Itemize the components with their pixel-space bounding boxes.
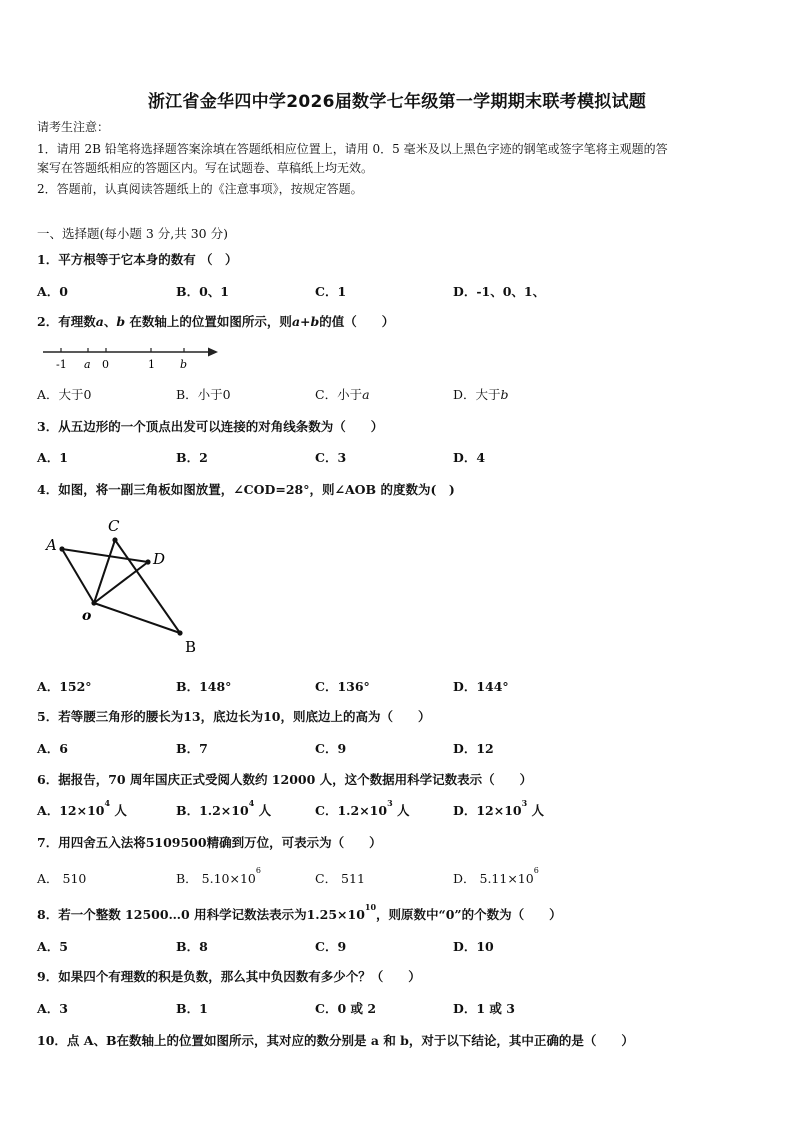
q7-option-a: A． 510 bbox=[37, 871, 87, 886]
label-a: a bbox=[84, 358, 91, 371]
q2-var-a: a bbox=[95, 314, 104, 329]
q5-option-b: B．7 bbox=[176, 741, 208, 756]
question-7-stem: 7．用四舍五入法将5109500精确到万位，可表示为（ ） bbox=[37, 835, 382, 850]
point-O bbox=[91, 600, 96, 605]
q7-option-c: C． 511 bbox=[315, 871, 365, 886]
question-10-stem: 10．点 A、B在数轴上的位置如图所示，其对应的数分别是 a 和 b，对于以下结论，其中正确的是（ ） bbox=[37, 1033, 634, 1048]
question-3-stem: 3．从五边形的一个顶点出发可以连接的对角线条数为（ ） bbox=[37, 419, 384, 434]
question-5-stem: 5．若等腰三角形的腰长为13，底边长为10，则底边上的高为（ ） bbox=[37, 709, 431, 724]
q9-option-b: B．1 bbox=[176, 1001, 208, 1016]
q1-option-b: B．0、1 bbox=[176, 284, 229, 299]
point-B bbox=[177, 630, 182, 635]
q7-option-b: B． $5.10\times 10^6$ bbox=[176, 866, 261, 886]
notice-line-1b: 案写在答题纸相应的答题区内。写在试题卷、草稿纸上均无效。 bbox=[37, 161, 374, 175]
label-D: D bbox=[153, 550, 166, 568]
q1-option-a: A．0 bbox=[37, 284, 68, 299]
q9-option-d: D．1 或 3 bbox=[453, 1001, 515, 1016]
segment-OB bbox=[94, 603, 180, 633]
point-A bbox=[59, 546, 64, 551]
q6-option-a: A．$12\times 10^4$ 人 bbox=[37, 798, 127, 818]
point-D bbox=[145, 559, 150, 564]
q4-option-c: C．136° bbox=[315, 679, 370, 694]
q4-geometry-figure bbox=[40, 512, 210, 658]
question-1-stem: 1．平方根等于它本身的数有 （ ） bbox=[37, 252, 238, 267]
question-6-stem: 6．据报告，70 周年国庆正式受阅人数约 12000 人，这个数据用科学记数表示（ ） bbox=[37, 772, 533, 787]
q4-option-d: D．144° bbox=[453, 679, 509, 694]
q2-option-a: A．大于0 bbox=[37, 387, 92, 402]
q3-option-a: A．1 bbox=[37, 450, 68, 465]
segment-AD bbox=[62, 549, 148, 562]
q9-option-c: C．0 或 2 bbox=[315, 1001, 377, 1016]
q3-option-b: B．2 bbox=[176, 450, 208, 465]
question-2-stem bbox=[37, 312, 394, 330]
q8-option-b: B．8 bbox=[176, 939, 208, 954]
q3-option-d: D．4 bbox=[453, 450, 486, 465]
label-O: o bbox=[82, 608, 92, 624]
q2-stem-c: 的值（ ） bbox=[319, 314, 395, 329]
q1-option-c: C．1 bbox=[315, 284, 347, 299]
q8-option-c: C．9 bbox=[315, 939, 347, 954]
page-title: 浙江省金华四中学2026届数学七年级第一学期期末联考模拟试题 bbox=[147, 92, 647, 112]
q2-expr: a+b bbox=[291, 314, 320, 329]
q8-option-d: D．10 bbox=[453, 939, 494, 954]
q8-option-a: A．5 bbox=[37, 939, 68, 954]
q2-stem-b: 在数轴上的位置如图所示，则 bbox=[125, 314, 292, 329]
q4-option-a: A．152° bbox=[37, 679, 92, 694]
notice-line-1a: 1．请用 2B 铅笔将选择题答案涂填在答题纸相应位置上，请用 0．5 毫米及以上黑色字迹的钢笔或签字笔将主观题的答 bbox=[37, 142, 668, 156]
q6-option-c: C．$1.2\times 10^3$ 人 bbox=[315, 798, 410, 818]
segment-OC bbox=[94, 540, 115, 603]
label-B: B bbox=[185, 638, 197, 656]
label-0: 0 bbox=[102, 358, 109, 371]
q9-option-a: A．3 bbox=[37, 1001, 68, 1016]
q1-option-d: D．-1、0、1、 bbox=[453, 284, 546, 299]
q2-option-b: B．小于0 bbox=[176, 387, 231, 402]
q2-var-b: b bbox=[116, 314, 126, 329]
q5-option-d: D．12 bbox=[453, 741, 494, 756]
question-8-stem: 8．若一个整数 12500…0 用科学记数法表示为$1.25\times 10^{10}$，则原数中“0”的个数为（ ） bbox=[37, 902, 562, 922]
q5-option-c: C．9 bbox=[315, 741, 347, 756]
label-C: C bbox=[108, 517, 120, 535]
label-neg1: -1 bbox=[56, 358, 67, 371]
q2-option-c: C．小于a bbox=[315, 387, 370, 402]
segment-CB bbox=[115, 540, 180, 633]
label-A: A bbox=[46, 536, 57, 554]
label-b: b bbox=[180, 358, 188, 371]
q2-number-line bbox=[40, 340, 225, 374]
q3-option-c: C．3 bbox=[315, 450, 347, 465]
label-1: 1 bbox=[148, 358, 155, 371]
section-heading: 一、选择题(每小题 3 分,共 30 分) bbox=[37, 226, 228, 241]
q2-stem-a: 2．有理数 bbox=[37, 314, 96, 329]
q5-option-a: A．6 bbox=[37, 741, 68, 756]
notice-line-2: 2．答题前，认真阅读答题纸上的《注意事项》，按规定答题。 bbox=[37, 182, 363, 196]
number-line-arrow bbox=[208, 348, 218, 357]
notice-heading: 请考生注意： bbox=[37, 120, 110, 134]
q2-sep: 、 bbox=[103, 314, 117, 329]
q7-option-d: D． $5.11\times 10^6$ bbox=[453, 866, 539, 886]
q6-option-d: D．$12\times 10^3$ 人 bbox=[453, 798, 545, 818]
question-9-stem: 9．如果四个有理数的积是负数，那么其中负因数有多少个？（ ） bbox=[37, 969, 421, 984]
segment-OD bbox=[94, 562, 148, 603]
q2-option-d: D．大于b bbox=[453, 387, 509, 402]
q4-option-b: B．148° bbox=[176, 679, 232, 694]
q6-option-b: B．$1.2\times 10^4$ 人 bbox=[176, 798, 272, 818]
point-C bbox=[112, 537, 117, 542]
question-4-stem: 4．如图，将一副三角板如图放置，∠COD=28°，则∠AOB 的度数为( ) bbox=[37, 482, 455, 497]
segment-AO bbox=[62, 549, 94, 603]
